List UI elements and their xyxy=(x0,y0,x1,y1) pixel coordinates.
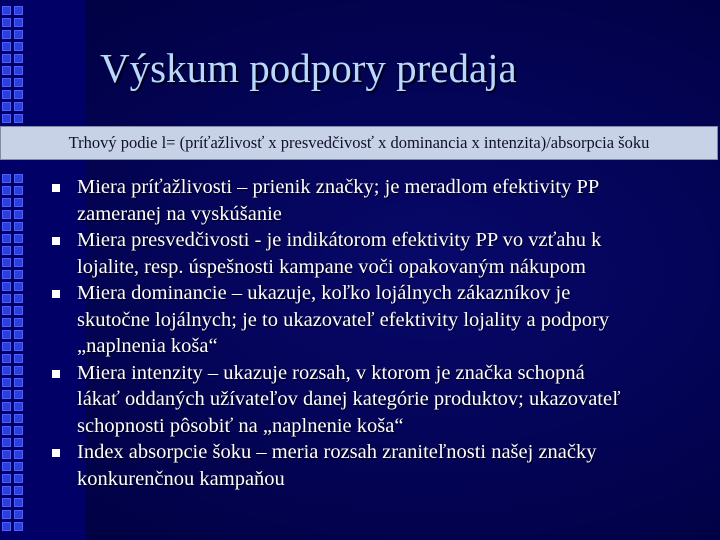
decorative-square xyxy=(2,522,11,531)
decorative-square xyxy=(2,366,11,375)
decorative-square xyxy=(14,318,23,327)
decorative-square xyxy=(14,402,23,411)
decorative-square xyxy=(14,438,23,447)
bullet-text-line: zameranej na vyskúšanie xyxy=(77,202,282,225)
decorative-square xyxy=(14,30,23,39)
bullet-list xyxy=(50,174,715,492)
decorative-square xyxy=(14,306,23,315)
decorative-square xyxy=(14,210,23,219)
decorative-square xyxy=(14,366,23,375)
decorative-square xyxy=(14,186,23,195)
bullet-text-line: konkurenčnou kampaňou xyxy=(77,467,285,490)
decorative-square xyxy=(14,486,23,495)
bullet-item-shock-absorption xyxy=(50,439,715,492)
decorative-square xyxy=(2,78,11,87)
decorative-square xyxy=(14,78,23,87)
bullet-text-line: Miera intenzity – ukazuje rozsah, v ktorom je značka schopná xyxy=(77,361,585,384)
bullet-text-line: Miera presvedčivosti - je indikátorom efektivity PP vo vzťahu k xyxy=(77,229,602,251)
bullet-text-line: Miera dominancie – ukazuje, koľko lojálnych zákazníkov je xyxy=(77,282,571,304)
decorative-square xyxy=(14,378,23,387)
decorative-square xyxy=(14,510,23,519)
decorative-square xyxy=(14,498,23,507)
decorative-square xyxy=(2,390,11,399)
decorative-square xyxy=(14,18,23,27)
bullet-text-line: „naplnenia koša“ xyxy=(77,335,218,357)
bullet-text-line: schopnosti pôsobiť na „naplnenie koša“ xyxy=(77,414,404,437)
decorative-square xyxy=(2,474,11,483)
bullet-square-icon xyxy=(52,449,60,457)
decorative-square xyxy=(2,174,11,183)
decorative-square xyxy=(14,354,23,363)
decorative-square xyxy=(2,486,11,495)
decorative-square xyxy=(14,102,23,111)
decorative-square xyxy=(14,294,23,303)
decorative-square xyxy=(2,414,11,423)
decorative-square xyxy=(2,378,11,387)
bullet-square-icon xyxy=(52,370,60,378)
bullet-text-line: Miera príťažlivosti – prienik značky; je meradlom efektivity PP xyxy=(77,176,600,198)
decorative-square xyxy=(2,330,11,339)
square-pattern-column xyxy=(2,0,12,540)
decorative-square xyxy=(14,282,23,291)
formula-box xyxy=(0,126,718,160)
decorative-square xyxy=(14,246,23,255)
decorative-square xyxy=(14,198,23,207)
decorative-square xyxy=(2,90,11,99)
decorative-square xyxy=(2,66,11,75)
decorative-square xyxy=(2,498,11,507)
bullet-item-intensity xyxy=(50,360,715,440)
decorative-square xyxy=(2,102,11,111)
decorative-square xyxy=(2,54,11,63)
decorative-square xyxy=(2,30,11,39)
decorative-square xyxy=(14,342,23,351)
decorative-square xyxy=(14,114,23,123)
decorative-square xyxy=(14,462,23,471)
decorative-square xyxy=(2,402,11,411)
decorative-square xyxy=(14,522,23,531)
decorative-square xyxy=(14,174,23,183)
square-pattern-column xyxy=(14,0,24,540)
decorative-square xyxy=(14,330,23,339)
bullet-square-icon xyxy=(52,237,60,245)
decorative-square xyxy=(2,426,11,435)
decorative-square xyxy=(2,210,11,219)
decorative-square xyxy=(14,270,23,279)
decorative-square xyxy=(2,438,11,447)
decorative-square xyxy=(2,270,11,279)
bullet-text-line: skutočne lojálnych; je to ukazovateľ efektivity lojality a podpory xyxy=(77,308,610,331)
bullet-item-persuasiveness xyxy=(50,227,715,280)
decorative-square xyxy=(2,318,11,327)
slide-title: Výskum podpory predaja xyxy=(100,45,517,91)
bullet-text-line: Index absorpcie šoku – meria rozsah zraniteľnosti našej značky xyxy=(77,441,597,463)
decorative-square xyxy=(2,234,11,243)
decorative-square xyxy=(2,198,11,207)
decorative-square xyxy=(14,426,23,435)
decorative-square xyxy=(14,42,23,51)
decorative-square xyxy=(14,234,23,243)
decorative-square xyxy=(14,66,23,75)
decorative-square xyxy=(2,462,11,471)
bullet-text-line: lojalite, resp. úspešnosti kampane voči opakovaným nákupom xyxy=(77,255,586,278)
decorative-square xyxy=(14,474,23,483)
decorative-square xyxy=(14,258,23,267)
decorative-square xyxy=(2,510,11,519)
bullet-square-icon xyxy=(52,184,60,192)
decorative-square xyxy=(2,258,11,267)
decorative-square xyxy=(2,114,11,123)
decorative-square xyxy=(14,6,23,15)
decorative-square xyxy=(2,450,11,459)
decorative-square xyxy=(2,6,11,15)
decorative-square xyxy=(2,42,11,51)
decorative-square xyxy=(2,18,11,27)
bullet-item-attractiveness xyxy=(50,174,715,227)
decorative-square xyxy=(14,90,23,99)
decorative-square xyxy=(14,54,23,63)
bullet-item-dominance xyxy=(50,280,715,360)
decorative-square xyxy=(14,390,23,399)
decorative-square xyxy=(2,222,11,231)
decorative-square xyxy=(2,246,11,255)
bullet-text-line: lákať oddaných užívateľov danej kategórie produktov; ukazovateľ xyxy=(77,388,621,410)
bullet-square-icon xyxy=(52,290,60,298)
decorative-square xyxy=(14,222,23,231)
decorative-square xyxy=(14,414,23,423)
decorative-square xyxy=(14,450,23,459)
decorative-square xyxy=(2,282,11,291)
formula-text: Trhový podie l= (príťažlivosť x presvedčivosť x dominancia x intenzita)/absorpcia šoku xyxy=(68,133,650,152)
decorative-square xyxy=(2,186,11,195)
decorative-square xyxy=(2,294,11,303)
decorative-square xyxy=(2,306,11,315)
decorative-square xyxy=(2,354,11,363)
decorative-square xyxy=(2,342,11,351)
